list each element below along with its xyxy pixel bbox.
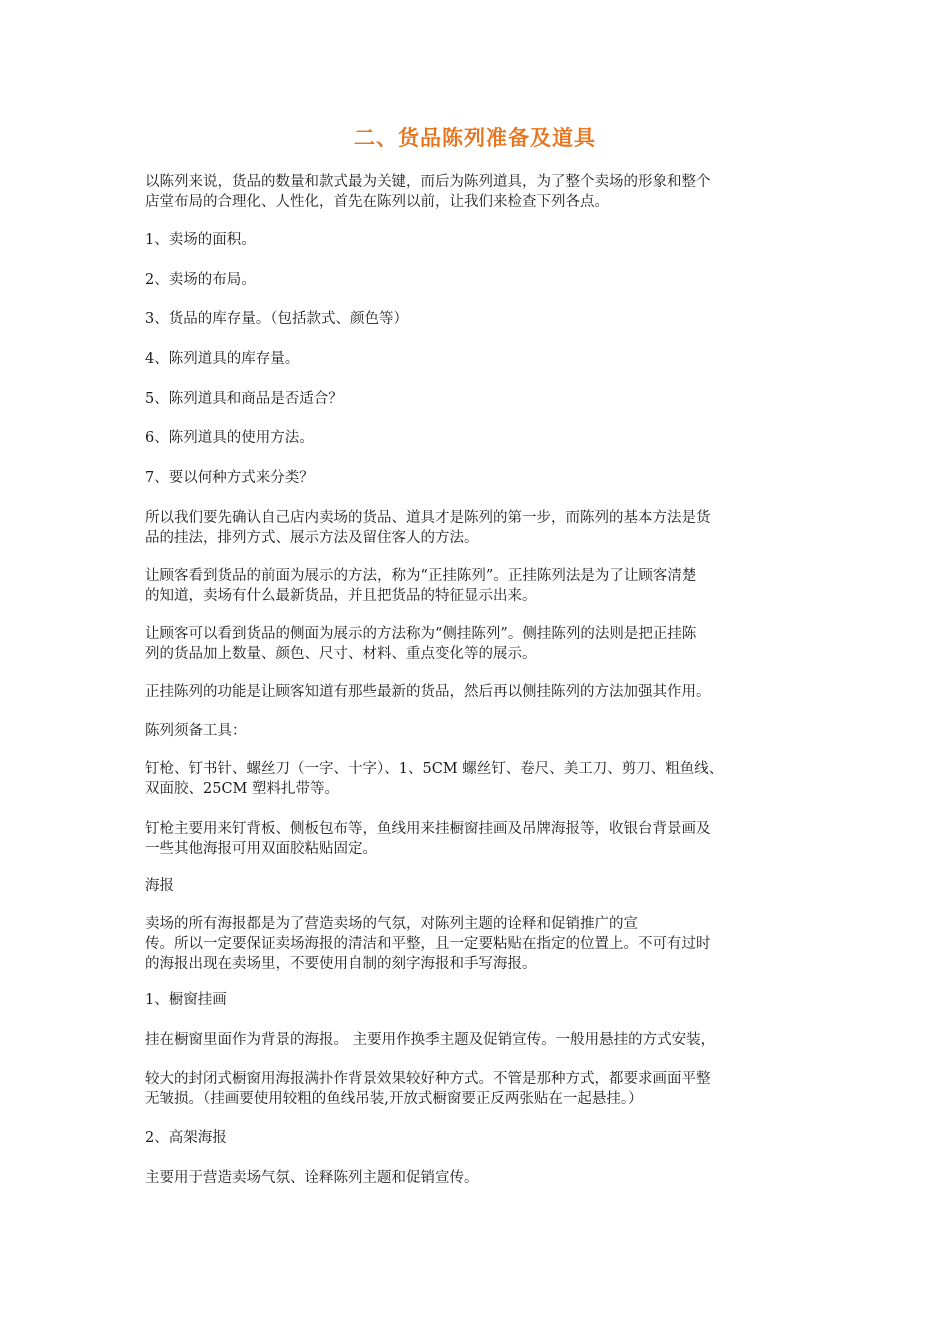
- checklist-item-7: 7、要以何种方式来分类？: [145, 470, 314, 486]
- body-paragraph: 正挂陈列的功能是让顾客知道有那些最新的货品，然后再以侧挂陈列的方法加强其作用。: [145, 684, 711, 700]
- body-paragraph: 挂在橱窗里面作为背景的海报。 主要用作换季主题及促销宣传。一般用悬挂的方式安装，: [145, 1032, 716, 1048]
- body-paragraph: 让顾客可以看到货品的侧面为展示的方法称为“侧挂陈列”。侧挂陈列的法则是把正挂陈 列的货品加上数量、颜色、尺寸、材料、重点变化等的展示。: [145, 626, 697, 662]
- body-paragraph: 卖场的所有海报都是为了营造卖场的气氛，对陈列主题的诠释和促销推广的宣 传。所以一定要保证卖场海报的清洁和平整，且一定要粘贴在指定的位置上。不可有过时 的海报出现在卖场里，不要使用自制的刻字海报和手写海报。: [145, 916, 711, 972]
- tools-list-paragraph: 钉枪、钉书针、螺丝刀（一字、十字）、1、5CM 螺丝钉、卷尺、美工刀、剪刀、粗鱼线、 双面胶、25CM 塑料扎带等。: [145, 761, 724, 797]
- section-label-tools: 陈列须备工具：: [145, 723, 247, 739]
- body-paragraph: 较大的封闭式橱窗用海报满扑作背景效果较好种方式。不管是那种方式，都要求画面平整 无皱损。（挂画要使用较粗的鱼线吊装,开放式橱窗要正反两张贴在一起悬挂。）: [145, 1071, 711, 1107]
- checklist-item-6: 6、陈列道具的使用方法。: [145, 430, 314, 446]
- subsection-heading: 1、橱窗挂画: [145, 992, 227, 1008]
- subsection-heading: 2、高架海报: [145, 1130, 227, 1146]
- checklist-item-5: 5、陈列道具和商品是否适合？: [145, 391, 343, 407]
- checklist-item-2: 2、卖场的布局。: [145, 272, 256, 288]
- checklist-item-4: 4、陈列道具的库存量。: [145, 351, 300, 367]
- body-paragraph: 钉枪主要用来钉背板、侧板包布等，鱼线用来挂橱窗挂画及吊牌海报等，收银台背景画及 一些其他海报可用双面胶粘贴固定。: [145, 821, 711, 857]
- intro-paragraph: 以陈列来说，货品的数量和款式最为关键，而后为陈列道具，为了整个卖场的形象和整个 店堂布局的合理化、人性化，首先在陈列以前，让我们来检查下列各点。: [145, 174, 711, 210]
- page-title: 二、货品陈列准备及道具: [354, 125, 596, 150]
- checklist-item-3: 3、货品的库存量。（包括款式、颜色等）: [145, 311, 408, 327]
- checklist-item-1: 1、卖场的面积。: [145, 232, 256, 248]
- body-paragraph: 所以我们要先确认自己店内卖场的货品、道具才是陈列的第一步，而陈列的基本方法是货 品的挂法，排列方式、展示方法及留住客人的方法。: [145, 510, 711, 546]
- body-paragraph: 主要用于营造卖场气氛、诠释陈列主题和促销宣传。: [145, 1170, 479, 1186]
- section-label-poster: 海报: [145, 878, 174, 894]
- body-paragraph: 让顾客看到货品的前面为展示的方法，称为“正挂陈列”。正挂陈列法是为了让顾客清楚 的知道，卖场有什么最新货品，并且把货品的特征显示出来。: [145, 568, 697, 604]
